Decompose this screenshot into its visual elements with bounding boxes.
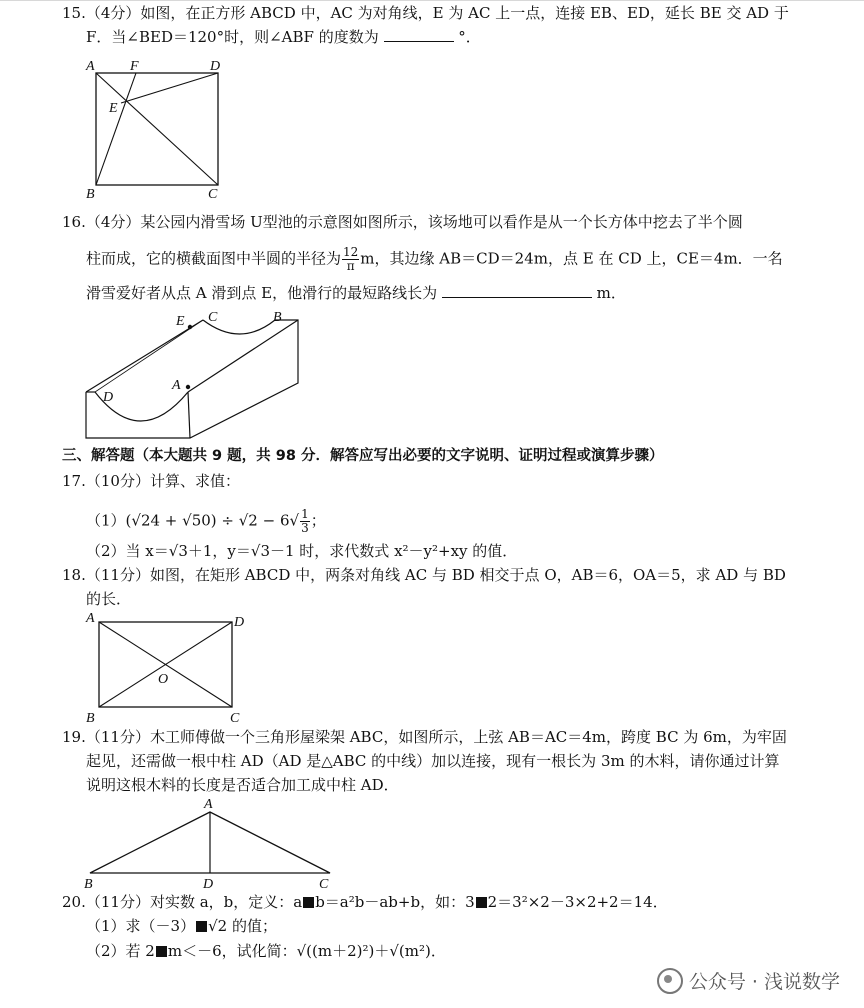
- label-c: C: [208, 310, 218, 325]
- label-b: B: [86, 711, 95, 726]
- q19-line2: 起见，还需做一根中柱 AD（AD 是△ABC 的中线）加以连接，现有一根长为 3m 的木料，请你通过计算: [86, 752, 780, 770]
- operator-square: [156, 946, 167, 957]
- q17-root-fraction: $\frac{1}{3}$: [301, 507, 309, 535]
- q20-part2: [86, 941, 446, 961]
- q15-text-b: °．: [458, 28, 481, 46]
- label-c: C: [319, 877, 329, 892]
- q16-text-b: m，其边缘 AB＝CD＝24m，点 E 在 CD 上，CE＝4m．一名: [360, 249, 783, 268]
- q20-text-b: b＝a²b－ab+b，如：3: [315, 893, 475, 911]
- label-d: D: [203, 877, 214, 892]
- label-b: B: [86, 187, 95, 202]
- label-a: A: [172, 378, 181, 393]
- label-d: D: [210, 59, 221, 74]
- q16-text-a: 柱而成，它的横截面图中半圆的半径为: [86, 249, 342, 268]
- q17-part1-prefix: （1）: [86, 511, 126, 530]
- q16-line1: 16.（4分）某公园内滑雪场 U型池的示意图如图所示，该场地可以看作是从一个长方体中挖去了半个圆: [62, 213, 743, 231]
- q17-part1-suffix: ；: [310, 511, 326, 530]
- q17-line1: 17.（10分）计算、求值：: [62, 472, 240, 490]
- q20-part2-b: m＜－6，试化简：√((m＋2)²)＋√(m²)．: [167, 942, 446, 960]
- q15-text-a: F．当∠BED＝120°时，则∠ABF 的度数为: [86, 28, 379, 46]
- watermark: [657, 967, 840, 994]
- q18-line2: 的长．: [86, 590, 132, 608]
- q16-text-c: 滑雪爱好者从点 A 滑到点 E，他滑行的最短路线长为: [86, 284, 438, 302]
- label-o: O: [158, 672, 169, 687]
- label-b: B: [273, 310, 282, 325]
- label-c: C: [230, 711, 240, 726]
- q17-part2: （2）当 x＝√3＋1，y＝√3－1 时，求代数式 x²－y²+xy 的值．: [86, 542, 518, 560]
- label-d: D: [103, 390, 114, 405]
- label-a: A: [204, 797, 213, 812]
- label-b: B: [84, 877, 93, 892]
- q20-text-c: 2＝3²×2－3×2+2＝14．: [487, 893, 668, 911]
- wechat-official-account-icon: [657, 968, 683, 994]
- q15-line1: 15.（4分）如图，在正方形 ABCD 中，AC 为对角线，E 为 AC 上一点，连接 EB、ED，延长 BE 交 AD 于: [62, 4, 789, 22]
- operator-square: [303, 897, 314, 908]
- radius-fraction: $\frac{12}{\pi}$: [343, 245, 359, 273]
- watermark-text: 公众号 · 浅说数学: [688, 971, 840, 993]
- q20-line1: [62, 892, 668, 912]
- label-f: F: [130, 59, 139, 74]
- q20-part2-a: （2）若 2: [86, 942, 155, 960]
- q20-part1: [86, 916, 277, 936]
- label-e: E: [176, 314, 185, 329]
- q20-text-a: 20.（11分）对实数 a，b，定义：a: [62, 893, 303, 911]
- q19-line1: 19.（11分）木工师傅做一个三角形屋梁架 ABC，如图所示，上弦 AB＝AC＝4m，跨度 BC 为 6m，为牢固: [62, 728, 787, 746]
- q19-line3: 说明这根木料的长度是否适合加工成中柱 AD．: [86, 776, 399, 794]
- q17-part1-expr: (√24 + √50) ÷ √2 − 6: [125, 511, 290, 530]
- q16-text-d: m．: [596, 284, 626, 302]
- label-e: E: [109, 101, 118, 116]
- operator-square: [196, 921, 207, 932]
- section3-heading: 三、解答题（本大题共 9 题，共 98 分．解答应写出必要的文字说明、证明过程或演算步骤）: [62, 448, 664, 464]
- label-d: D: [234, 615, 245, 630]
- q20-part1-a: （1）求（－3）: [86, 917, 196, 935]
- operator-square: [476, 897, 487, 908]
- q20-part1-b: √2 的值；: [208, 917, 277, 935]
- label-a: A: [86, 59, 95, 74]
- label-a: A: [86, 611, 95, 626]
- label-c: C: [208, 187, 218, 202]
- q18-line1: 18.（11分）如图，在矩形 ABCD 中，两条对角线 AC 与 BD 相交于点 O，AB＝6，OA＝5，求 AD 与 BD: [62, 566, 786, 584]
- q17-part1: （1）(√24 + √50) ÷ √2 − 6√ $\frac{1}{3}$ ；: [86, 507, 326, 535]
